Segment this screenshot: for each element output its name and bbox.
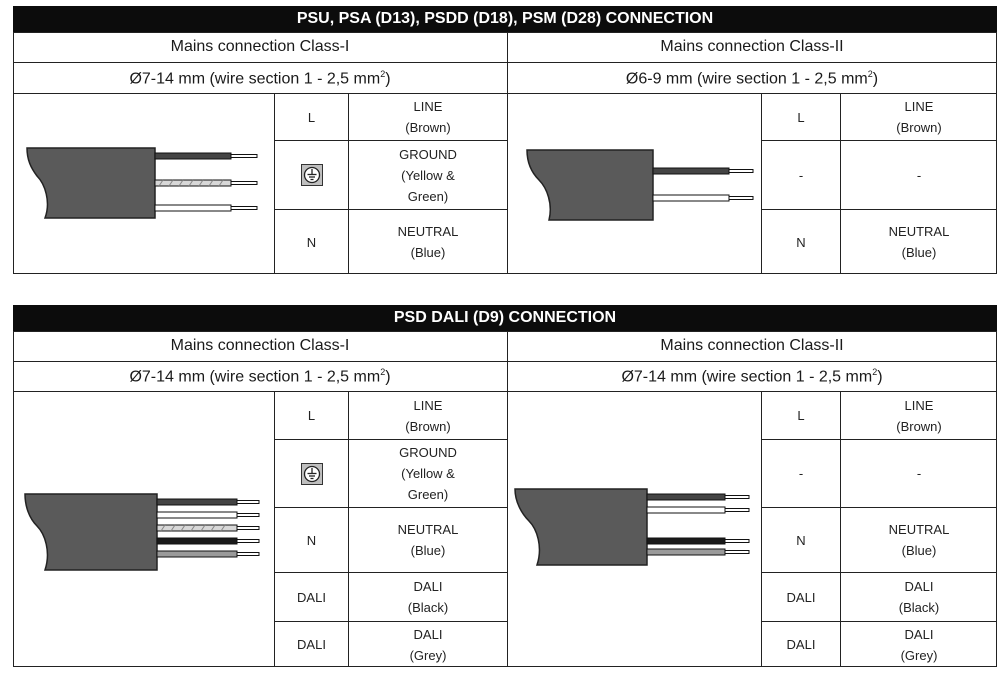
wire-description: -	[916, 466, 922, 481]
cable-illustration-4-wire	[511, 485, 755, 571]
wire-description: NEUTRAL (Blue)	[397, 522, 459, 558]
ground-icon	[301, 164, 323, 186]
terminal-code	[275, 440, 348, 507]
wire-description: DALI (Black)	[407, 579, 449, 615]
cable-size-right: Ø6-9 mm (wire section 1 - 2,5 $mm^2$)	[625, 69, 879, 88]
class-label-right: Mains connection Class-II	[660, 337, 844, 354]
wire-description: DALI (Black)	[898, 579, 940, 615]
terminal-code: L	[797, 408, 805, 423]
connection-section-1	[13, 6, 997, 274]
wire-description: GROUND (Yellow & Green)	[399, 146, 457, 204]
class-label-left: Mains connection Class-I	[170, 38, 350, 55]
wire-description: LINE (Brown)	[405, 397, 451, 434]
terminal-code: L	[307, 408, 316, 423]
wire-description: LINE (Brown)	[896, 99, 942, 135]
cable-illustration-5-wire	[21, 490, 265, 576]
cable-illustration-2-wire	[523, 146, 763, 226]
section-title: PSD DALI (D9) CONNECTION	[13, 305, 997, 331]
wire-description: LINE (Brown)	[405, 99, 451, 135]
section-title: PSU, PSA (D13), PSDD (D18), PSM (D28) CONNECTION	[13, 6, 997, 32]
terminal-code: N	[306, 532, 317, 548]
cable-size-left: Ø7-14 mm (wire section 1 - 2,5 $mm^2$)	[129, 69, 391, 88]
wire-description: NEUTRAL (Blue)	[888, 522, 950, 558]
terminal-code: L	[797, 109, 805, 125]
wire-description: DALI (Grey)	[900, 626, 938, 663]
class-label-left: Mains connection Class-I	[170, 337, 350, 354]
class-label-right: Mains connection Class-II	[660, 38, 844, 55]
ground-icon	[301, 463, 323, 485]
terminal-code: N	[796, 234, 806, 250]
terminal-code: N	[306, 234, 317, 250]
terminal-code: L	[307, 109, 316, 125]
wire-description: DALI (Grey)	[409, 626, 447, 663]
wire-description: -	[916, 167, 922, 183]
cable-size-right: Ø7-14 mm (wire section 1 - 2,5 $mm^2$)	[621, 367, 883, 386]
terminal-code: -	[798, 167, 804, 183]
terminal-code: -	[798, 466, 804, 481]
terminal-code: N	[796, 532, 806, 548]
cable-size-left: Ø7-14 mm (wire section 1 - 2,5 $mm^2$)	[129, 367, 391, 386]
terminal-code	[275, 141, 348, 209]
wire-description: NEUTRAL (Blue)	[397, 224, 459, 260]
terminal-code: DALI	[297, 637, 326, 652]
connection-section-2	[13, 305, 997, 667]
terminal-code: DALI	[297, 589, 326, 605]
cable-illustration-3-wire	[23, 144, 263, 224]
wire-description: NEUTRAL (Blue)	[888, 224, 950, 260]
wire-description: GROUND (Yellow & Green)	[399, 445, 457, 502]
terminal-code: DALI	[786, 637, 816, 652]
wire-description: LINE (Brown)	[896, 397, 942, 434]
terminal-code: DALI	[786, 589, 816, 605]
